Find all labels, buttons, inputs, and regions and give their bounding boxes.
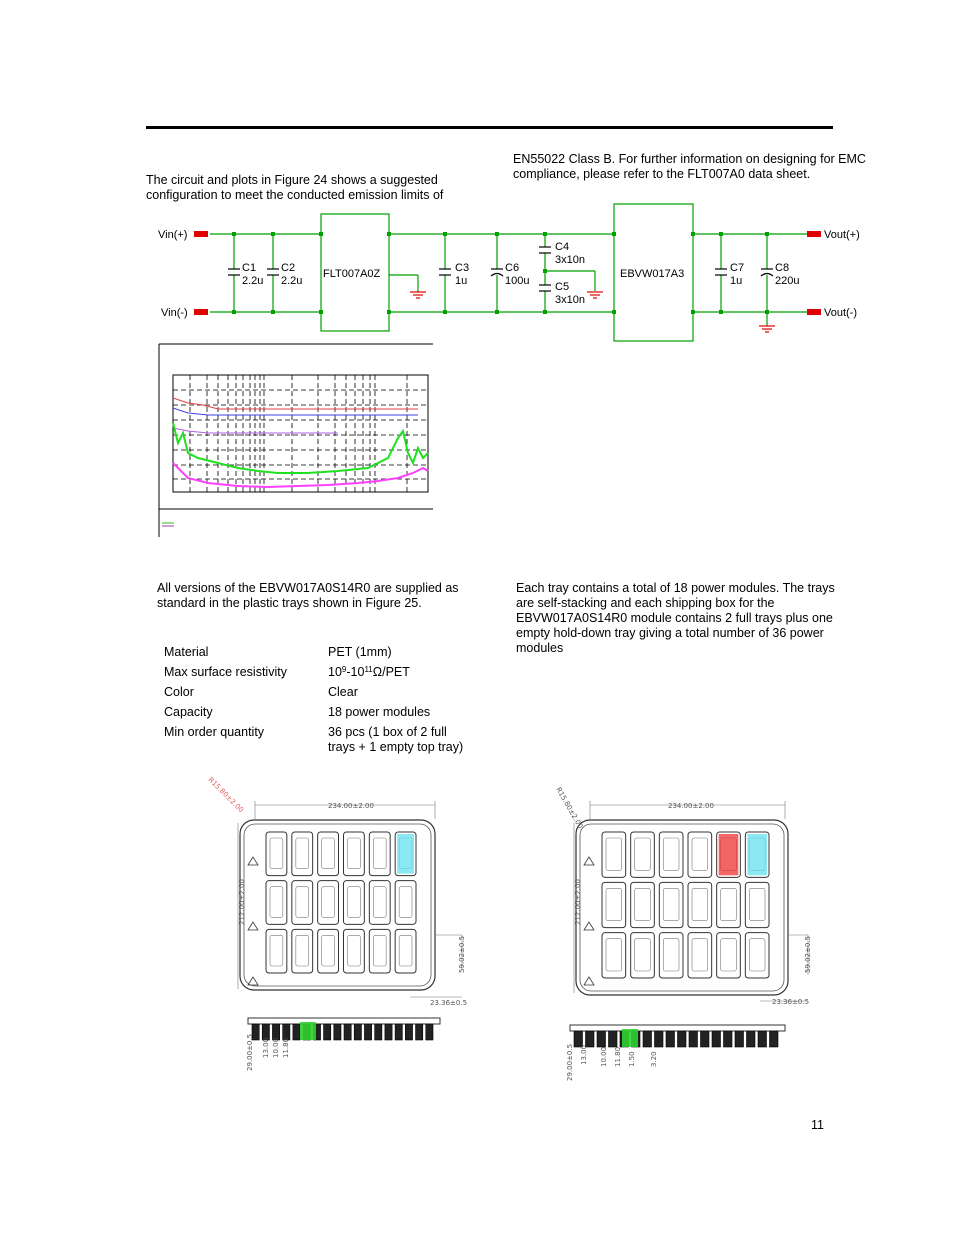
tray-side-pocket <box>712 1031 721 1047</box>
tray-pocket-inner <box>606 838 622 870</box>
tray-side-pocket <box>344 1024 351 1040</box>
tray-side-pocket <box>283 1024 290 1040</box>
tray-side-pocket <box>609 1031 618 1047</box>
filter-label: FLT007A0Z <box>323 268 381 280</box>
c7-value: 1u <box>730 275 743 287</box>
tray-pocket-inner <box>348 838 361 869</box>
page-number: 11 <box>811 1118 824 1132</box>
dimension-label: 1.50 <box>628 1051 636 1067</box>
emission-plot <box>158 343 434 538</box>
tray-pocket-inner <box>663 838 679 870</box>
vout-pos-terminal <box>807 231 821 237</box>
tray-pocket-inner <box>348 887 361 918</box>
tray-side-pocket <box>426 1024 433 1040</box>
c8-value: 220u <box>775 275 800 287</box>
tray-pocket-inner <box>399 935 412 966</box>
tray-side-pocket <box>735 1031 744 1047</box>
tray-pocket <box>318 832 339 876</box>
tray-pocket-inner <box>373 935 386 966</box>
side-module-highlight <box>300 1022 316 1040</box>
tray-side-pocket <box>334 1024 341 1040</box>
intro-left-text: The circuit and plots in Figure 24 shows a suggested configuration to meet the conducted emission limits of <box>146 173 444 202</box>
tray-pocket-inner <box>749 888 765 920</box>
vin-neg-label: Vin(-) <box>161 307 188 319</box>
tray-pocket-inner <box>663 939 679 971</box>
c5-name: C5 <box>555 281 570 293</box>
tray-side-pocket <box>574 1031 583 1047</box>
spec-value: Clear <box>328 685 358 699</box>
c8-name: C8 <box>775 262 790 274</box>
tray-side-pocket <box>724 1031 733 1047</box>
tray-pocket-inner <box>721 888 737 920</box>
tray-pocket-inner <box>270 935 283 966</box>
tray-pocket-inner <box>692 939 708 971</box>
tray-pocket <box>266 832 287 876</box>
tray-pocket-inner <box>635 838 651 870</box>
c4-name: C4 <box>555 241 570 253</box>
tray-side-view <box>248 1018 440 1040</box>
tray-pocket <box>369 881 390 925</box>
emi-filter-schematic <box>150 200 880 348</box>
spec-value <box>328 665 410 680</box>
tray-pocket-inner <box>721 939 737 971</box>
spec-value: PET (1mm) <box>328 645 392 659</box>
tray-marker-triangle <box>584 977 594 985</box>
dimension-label: 29.00±0.5 <box>246 1033 254 1071</box>
dimension-label: 23.36±0.5 <box>772 998 810 1006</box>
tray-side-rim <box>248 1018 440 1024</box>
header-rule <box>146 126 833 129</box>
dimension-label: 59.02±0.5 <box>804 935 812 973</box>
dimension-label: 13.00 <box>580 1044 588 1065</box>
spec-label: Material <box>164 645 209 659</box>
spec-label: Capacity <box>164 705 213 719</box>
tray-side-pocket <box>395 1024 402 1040</box>
tray-side-pocket <box>770 1031 779 1047</box>
tray-top-view <box>576 820 788 995</box>
c1-value: 2.2u <box>242 275 264 287</box>
tray-side-pocket <box>597 1031 606 1047</box>
spec-value-base: 10 <box>328 665 342 679</box>
dimension-label: 212.00±2.00 <box>574 879 582 925</box>
tray-marker-triangle <box>248 977 258 985</box>
tray-pocket-inner <box>606 888 622 920</box>
tray-pocket-inner <box>296 838 309 869</box>
tray-side-pocket <box>689 1031 698 1047</box>
tray-top-view <box>240 820 435 990</box>
tray-pocket-inner <box>692 838 708 870</box>
tray-pocket <box>344 881 365 925</box>
tray-pocket-inner <box>322 935 335 966</box>
tray-side-pocket <box>364 1024 371 1040</box>
vout-neg-label: Vout(-) <box>824 307 858 319</box>
tray-pocket <box>344 832 365 876</box>
spec-value: trays + 1 empty top tray) <box>328 740 464 754</box>
tray-side-pocket <box>586 1031 595 1047</box>
tray-pocket <box>369 832 390 876</box>
tray-pocket <box>292 881 313 925</box>
tray-marker-triangle <box>248 857 258 865</box>
tray-pocket <box>395 881 416 925</box>
tray-pocket <box>318 881 339 925</box>
spec-value-unit: Ω/PET <box>372 665 410 679</box>
dimension-label: R15.80±2.00 <box>554 786 585 831</box>
tray-pocket-inner <box>322 838 335 869</box>
module-highlight-cyan <box>747 834 767 875</box>
tray-side-pocket <box>272 1024 279 1040</box>
dimension-label: 29.00±0.5 <box>566 1043 574 1081</box>
tray-pocket-inner <box>348 935 361 966</box>
side-module-highlight <box>622 1029 638 1047</box>
tray-side-pocket <box>655 1031 664 1047</box>
tray-pocket <box>395 929 416 973</box>
spec-label: Min order quantity <box>164 725 265 739</box>
tray-side-pocket <box>678 1031 687 1047</box>
tray-pocket <box>266 881 287 925</box>
dimension-label: 212.00±2.00 <box>238 879 246 925</box>
tray-side-pocket <box>416 1024 423 1040</box>
tray-marker-triangle <box>584 857 594 865</box>
dimension-label: 59.02±0.5 <box>458 935 466 973</box>
spec-value-separator: -10 <box>346 665 365 679</box>
tray-drawing-empty <box>200 775 480 1075</box>
spec-value: 18 power modules <box>328 705 431 719</box>
tray-pocket-inner <box>296 935 309 966</box>
tray-side-pocket <box>747 1031 756 1047</box>
c7-name: C7 <box>730 262 745 274</box>
dimension-label: 11.80 <box>282 1037 290 1058</box>
module-label: EBVW017A3 <box>620 268 685 280</box>
dimension-label: 3.20 <box>650 1051 658 1067</box>
tray-side-pocket <box>701 1031 710 1047</box>
tray-pocket <box>292 929 313 973</box>
spec-value-exponent: 11 <box>364 665 373 674</box>
spec-label: Color <box>164 685 194 699</box>
dimension-label: R15.80±2.00 <box>206 775 246 815</box>
tray-pocket-inner <box>606 939 622 971</box>
tray-side-pocket <box>385 1024 392 1040</box>
tray-pocket-inner <box>749 939 765 971</box>
tray-side-pocket <box>405 1024 412 1040</box>
tray-pocket-inner <box>270 838 283 869</box>
tray-side-pocket <box>354 1024 361 1040</box>
tray-side-pocket <box>758 1031 767 1047</box>
c3-name: C3 <box>455 262 470 274</box>
vout-neg-terminal <box>807 309 821 315</box>
tray-pocket <box>292 832 313 876</box>
dimension-label: 23.36±0.5 <box>430 999 468 1007</box>
tray-pocket-inner <box>270 887 283 918</box>
vin-neg-terminal <box>194 309 208 315</box>
tray-pocket-inner <box>635 888 651 920</box>
tray-marker-triangle <box>584 922 594 930</box>
tray-pocket-inner <box>322 887 335 918</box>
tray-side-pocket <box>643 1031 652 1047</box>
packaging-right-text: Each tray contains a total of 18 power modules. The trays are self-stacking and each shipping box for the EBVW017A0S14R0 module contains 2 full trays plus one empty hold-down tray giving a total number of 36 power modules <box>516 581 835 655</box>
tray-drawing-with-module <box>550 775 840 1085</box>
dimension-label: 11.80 <box>614 1046 622 1067</box>
tray-pocket-inner <box>635 939 651 971</box>
c6-value: 100u <box>505 275 530 287</box>
c6-name: C6 <box>505 262 520 274</box>
c5-value: 3x10n <box>555 294 585 306</box>
tray-pocket <box>318 929 339 973</box>
tray-pocket-inner <box>373 887 386 918</box>
tray-side-pocket <box>666 1031 675 1047</box>
c3-value: 1u <box>455 275 468 287</box>
tray-side-pocket <box>262 1024 269 1040</box>
tray-pocket-inner <box>373 838 386 869</box>
c1-name: C1 <box>242 262 257 274</box>
spec-value-exponent: 9 <box>341 665 347 674</box>
tray-side-pocket <box>375 1024 382 1040</box>
module-highlight-cyan <box>397 834 414 874</box>
tray-pocket-inner <box>663 888 679 920</box>
dimension-label: 10.00 <box>272 1037 280 1058</box>
tray-pocket <box>344 929 365 973</box>
spec-label: Max surface resistivity <box>164 665 287 679</box>
module-highlight-red <box>719 834 739 875</box>
tray-side-pocket <box>324 1024 331 1040</box>
tray-side-view <box>570 1025 785 1047</box>
tray-pocket <box>369 929 390 973</box>
c2-value: 2.2u <box>281 275 303 287</box>
tray-side-pocket <box>293 1024 300 1040</box>
tray-marker-triangle <box>248 922 258 930</box>
packaging-left-text: All versions of the EBVW017A0S14R0 are supplied as standard in the plastic trays shown in Figure 25. <box>157 581 459 610</box>
c2-name: C2 <box>281 262 296 274</box>
dimension-label: 234.00±2.00 <box>328 802 374 810</box>
tray-pocket-inner <box>692 888 708 920</box>
c4-value: 3x10n <box>555 254 585 266</box>
dimension-label: 234.00±2.00 <box>668 802 714 810</box>
tray-pocket-inner <box>399 887 412 918</box>
tray-pocket <box>266 929 287 973</box>
vout-pos-label: Vout(+) <box>824 229 860 241</box>
dimension-label: 10.00 <box>600 1046 608 1067</box>
spec-value: 36 pcs (1 box of 2 full <box>328 725 447 739</box>
intro-right-text: EN55022 Class B. For further information on designing for EMC compliance, please refer to the FLT007A0 data sheet. <box>513 152 866 181</box>
vin-pos-label: Vin(+) <box>158 229 188 241</box>
tray-pocket-inner <box>296 887 309 918</box>
dimension-label: 13.00 <box>262 1037 270 1058</box>
vin-pos-terminal <box>194 231 208 237</box>
tray-side-rim <box>570 1025 785 1031</box>
